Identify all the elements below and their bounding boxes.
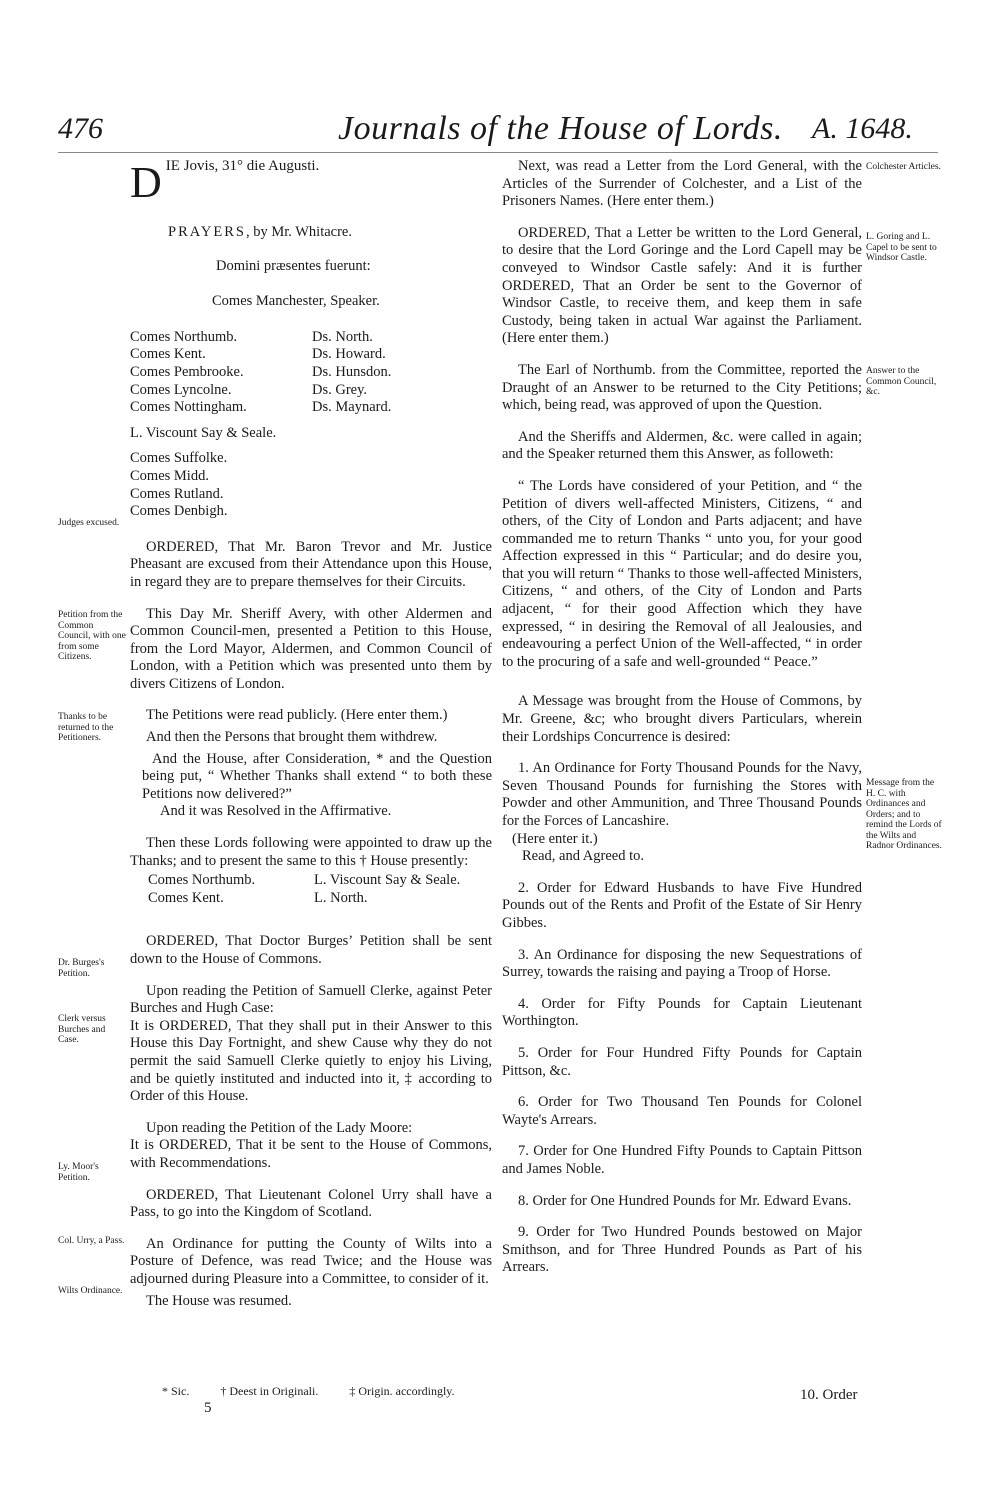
footnotes: [162, 1384, 483, 1399]
lord-name: Ds. Hunsdon.: [312, 363, 392, 380]
withdrew-line: And then the Persons that brought them withdrew.: [146, 729, 438, 746]
lords-col-2: [312, 329, 472, 417]
thanks-lords: [130, 872, 492, 907]
lord-name: Comes Pembrooke.: [130, 363, 244, 380]
footnote: * Sic.: [162, 1384, 190, 1398]
urry-entry: ORDERED, That Lieutenant Colonel Urry shall have a Pass, to go into the Kingdom of Scotland.: [130, 1186, 492, 1221]
speaker-line: Comes Manchester, Speaker.: [212, 293, 380, 310]
petition-entry: This Day Mr. Sheriff Avery, with other Aldermen and Common Council-men, presented a Petition to this House, from the Lord Mayor, Aldermen, and Common Council of London, with a Petition which was presented unto them by divers Citizens of London.: [130, 605, 492, 692]
lords-present-table: [130, 329, 492, 417]
lord-name: Comes Midd.: [130, 467, 209, 484]
item-1-enter: (Here enter it.): [512, 830, 598, 847]
margin-note-moore: Ly. Moor's Petition.: [58, 1162, 99, 1183]
drop-cap: D: [130, 158, 162, 207]
header-rule: [58, 152, 938, 153]
margin-note-urry: Col. Urry, a Pass.: [58, 1236, 125, 1246]
thanks-col-2: [314, 872, 460, 907]
signature-mark: 5: [204, 1400, 212, 1416]
lord-name: Comes Denbigh.: [130, 503, 228, 520]
item-1: 1. An Ordinance for Forty Thousand Pounds for the Navy, Seven Thousand Pounds for furnishing the Stores with Powder and other Ammunition, and Three Thousand Pounds for the Forces of Lancashire.: [502, 760, 862, 829]
margin-note-message: Message from the H. C. with Ordinances and Orders; and to remind the Lords of the Wilts and Radnor Ordinances.: [866, 778, 942, 851]
resumed-line: The House was resumed.: [146, 1292, 292, 1309]
domini-line: Domini præsentes fuerunt:: [216, 257, 371, 274]
northumb-entry: The Earl of Northumb. from the Committee, reported the Draught of an Answer to be returned to the City Petitions; which, being read, was approved of upon the Question.: [502, 361, 862, 414]
lord-name: Comes Rutland.: [130, 485, 224, 502]
running-year: A. 1648.: [812, 112, 913, 145]
question-entry: And the House, after Consideration, * and the Question being put, “ Whether Thanks shall extend “ to both these Petitions now delivered?”: [142, 750, 492, 802]
lord-name: Ds. North.: [312, 328, 373, 345]
item-8: 8. Order for One Hundred Pounds for Mr. Edward Evans.: [518, 1192, 852, 1209]
lord-name: Comes Nottingham.: [130, 399, 247, 416]
lord-name: Ds. Howard.: [312, 346, 386, 363]
message-entry: A Message was brought from the House of Commons, by Mr. Greene, &c; who brought divers Particulars, wherein their Lordships Concurrence is desired:: [502, 693, 862, 745]
goring-entry: ORDERED, That a Letter be written to the Lord General, to desire that the Lord Goringe and the Lord Capell may be conveyed to Windsor Castle safely: And it is further ORDERED, That an Order be sent to the Governor of Windsor Castle, to receive them, and keep them in safe Custody, being taken in actual War against the Parliament. (Here enter them.): [502, 224, 862, 347]
lord-name: Comes Kent.: [130, 346, 206, 363]
lord-name: Comes Northumb.: [130, 328, 238, 345]
item-6: 6. Order for Two Thousand Ten Pounds for Colonel Wayte's Arrears.: [502, 1094, 862, 1128]
moore-entry-2: It is ORDERED, That it be sent to the House of Commons, with Recommendations.: [130, 1137, 492, 1171]
prayers-rest: , by Mr. Whitacre.: [245, 224, 352, 240]
right-column: [502, 158, 862, 1277]
footnote: † Deest in Originali.: [220, 1384, 319, 1398]
margin-note-wilts: Wilts Ordinance.: [58, 1286, 123, 1296]
lord-name: L. Viscount Say & Seale.: [314, 872, 461, 889]
margin-note-answer: Answer to the Common Council, &c.: [866, 366, 937, 397]
lords-col-1: [130, 329, 312, 417]
wilts-entry: An Ordinance for putting the County of Wilts into a Posture of Defence, was read Twice; and the House was adjourned during Pleasure into a Committee, to consider of it.: [130, 1235, 492, 1287]
item-2: 2. Order for Edward Husbands to have Five Hundred Pounds out of the Rents and Profit of the Estate of Sir Henry Gibbes.: [502, 879, 862, 931]
margin-note-judges: Judges excused.: [58, 518, 120, 528]
left-column: [130, 158, 492, 1310]
item-9: 9. Order for Two Hundred Pounds bestowed on Major Smithson, and for Three Hundred Pounds as Part of his Arrears.: [502, 1224, 862, 1276]
margin-note-thanks: Thanks to be returned to the Petitioners.: [58, 712, 114, 743]
catchword: 10. Order: [800, 1387, 858, 1403]
item-4: 4. Order for Fifty Pounds for Captain Lieutenant Worthington.: [502, 995, 862, 1030]
answer-quote: “ The Lords have considered of your Petition, and “ the Petition of divers well-affected Ministers, Citizens, “ and others, of the City of London and Parts adjacent; and have commanded me to return Thanks “ unto you, for your good Affection expressed in this “ Particular; and do desire you, that you will return “ Thanks to those well-affected Ministers, Citizens, “ and others, of the City of London and Parts adjacent, “ for their good Affection which they have expressed, “ in desiring the Removal of all Jealousies, and endeavouring a perfect Union of the Well-affected, “ in order to the procuring of a safe and well-grounded “ Peace.”: [502, 477, 862, 670]
sheriffs-entry: And the Sheriffs and Aldermen, &c. were called in again; and the Speaker returned them this Answer, as followeth:: [502, 428, 862, 463]
prayers-line: [130, 224, 492, 242]
judges-entry: ORDERED, That Mr. Baron Trevor and Mr. Justice Pheasant are excused from their Attendance upon this House, in regard they are to prepare themselves for their Circuits.: [130, 538, 492, 590]
margin-note-clerke: Clerk versus Burches and Case.: [58, 1014, 106, 1045]
item-1-read: Read, and Agreed to.: [522, 848, 645, 865]
resolved-line: And it was Resolved in the Affirmative.: [160, 803, 392, 820]
date-text: IE Jovis, 31° die Augusti.: [165, 158, 320, 174]
date-heading: [130, 158, 492, 207]
viscount-line: L. Viscount Say & Seale.: [130, 424, 277, 441]
moore-entry-1: Upon reading the Petition of the Lady Moore:: [146, 1119, 413, 1136]
lords-col-3: [130, 450, 492, 520]
item-3: 3. An Ordinance for disposing the new Sequestrations of Surrey, towards the raising and paying a Troop of Horse.: [502, 946, 862, 981]
lord-name: Ds. Maynard.: [312, 399, 392, 416]
clerke-entry-2: It is ORDERED, That they shall put in their Answer to this House this Day Fortnight, and shew Cause why they do not permit the said Samuell Clerke quietly to enjoy his Living, and be quietly instituted and inducted into it, ‡ according to Order of this House.: [130, 1017, 492, 1105]
lord-name: Comes Kent.: [148, 889, 224, 906]
read-publicly: The Petitions were read publicly. (Here enter them.): [146, 707, 448, 724]
lord-name: Comes Suffolke.: [130, 450, 228, 467]
clerke-entry-1: Upon reading the Petition of Samuell Clerke, against Peter Burches and Hugh Case:: [130, 982, 492, 1017]
lord-name: Ds. Grey.: [312, 381, 368, 398]
item-7: 7. Order for One Hundred Fifty Pounds to Captain Pittson and James Noble.: [502, 1143, 862, 1177]
running-title: Journals of the House of Lords.: [338, 110, 783, 147]
margin-note-goring: L. Goring and L. Capel to be sent to Windsor Castle.: [866, 232, 937, 263]
margin-note-petition: Petition from the Common Council, with one from some Citizens.: [58, 610, 126, 662]
lord-name: Comes Lyncolne.: [130, 381, 232, 398]
footnote: ‡ Origin. accordingly.: [349, 1384, 455, 1398]
margin-note-colchester: Colchester Articles.: [866, 162, 941, 172]
lord-name: Comes Northumb.: [148, 872, 256, 889]
colchester-entry: Next, was read a Letter from the Lord General, with the Articles of the Surrender of Colchester, and a List of the Prisoners Names. (Here enter them.): [502, 158, 862, 210]
lords-appointed: Then these Lords following were appointed to draw up the Thanks; and to present the same to this † House presently:: [130, 835, 492, 869]
burges-entry: ORDERED, That Doctor Burges’ Petition shall be sent down to the House of Commons.: [130, 933, 492, 967]
prayers-word: PRAYERS: [168, 224, 246, 240]
lord-name: L. North.: [314, 889, 368, 906]
margin-note-burges: Dr. Burges's Petition.: [58, 958, 105, 979]
item-5: 5. Order for Four Hundred Fifty Pounds for Captain Pittson, &c.: [502, 1044, 862, 1079]
page-number: 476: [58, 112, 103, 145]
thanks-col-1: [148, 872, 314, 907]
